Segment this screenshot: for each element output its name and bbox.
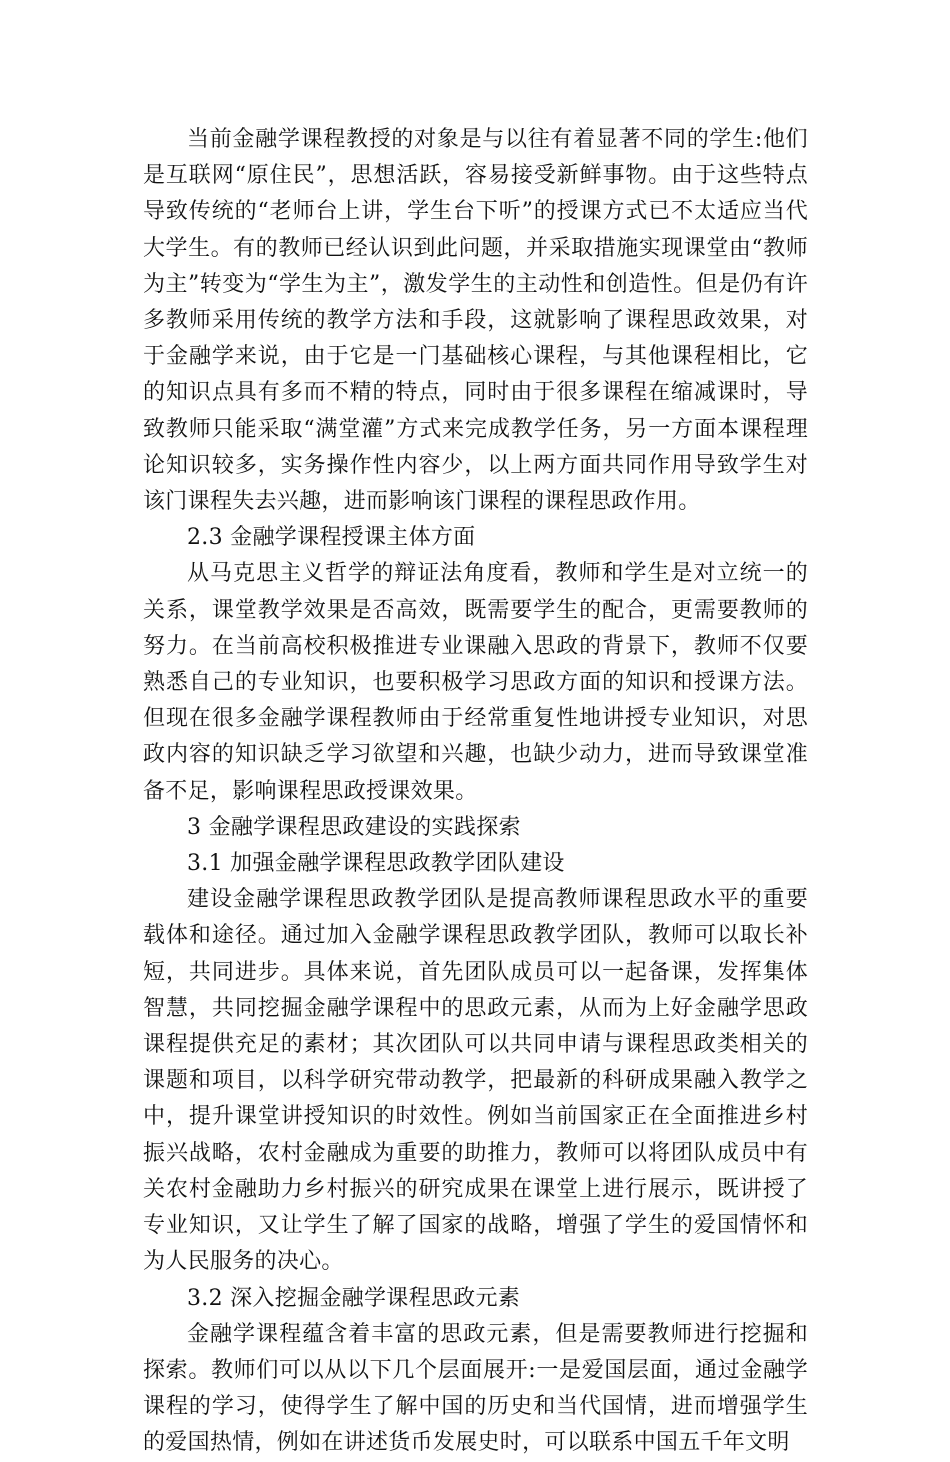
paragraph-teaching-team: 建设金融学课程思政教学团队是提高教师课程思政水平的重要载体和途径。通过加入金融学课程思政教学团队，教师可以取长补短，共同进步。具体来说，首先团队成员可以一起备课，发挥集体智慧，共同挖掘金融学课程中的思政元素，从而为上好金融学思政课程提供充足的素材；其次团队可以共同申请与课程思政类相关的课题和项目，以科学研究带动教学，把最新的科研成果融入教学之中，提升课堂讲授知识的时效性。例如当前国家正在全面推进乡村振兴战略，农村金融成为重要的助推力，教师可以将团队成员中有关农村金融助力乡村振兴的研究成果在课堂上进行展示，既讲授了专业知识，又让学生了解了国家的战略，增强了学生的爱国情怀和为人民服务的决心。 — [143, 887, 808, 1275]
paragraph-student-characteristics: 当前金融学课程教授的对象是与以往有着显著不同的学生:他们是互联网“原住民”，思想活跃，容易接受新鲜事物。由于这些特点导致传统的“老师台上讲，学生台下听”的授课方式已不太适应当代大学生。有的教师已经认识到此问题，并采取措施实现课堂由“教师为主”转变为“学生为主”，激发学生的主动性和创造性。但是仍有许多教师采用传统的教学方法和手段，这就影响了课程思政效果，对于金融学来说，由于它是一门基础核心课程，与其他课程相比，它的知识点具有多而不精的特点，同时由于很多课程在缩减课时，导致教师只能采取“满堂灌”方式来完成教学任务，另一方面本课程理论知识较多，实务操作性内容少，以上两方面共同作用导致学生对该门课程失去兴趣，进而影响该门课程的课程思政作用。 — [143, 127, 808, 515]
paragraph-ideological-elements: 金融学课程蕴含着丰富的思政元素，但是需要教师进行挖掘和探索。教师们可以从以下几个层面展开:一是爱国层面，通过金融学课程的学习，使得学生了解中国的历史和当代国情，进而增强学生的爱国热情，例如在讲述货币发展史时，可以联系中国五千年文明 — [143, 1321, 808, 1456]
section-heading-3-2: 3.2 深入挖掘金融学课程思政元素 — [187, 1285, 521, 1311]
section-heading-2-3: 2.3 金融学课程授课主体方面 — [187, 525, 476, 551]
paragraph-teaching-subject: 从马克思主义哲学的辩证法角度看，教师和学生是对立统一的关系，课堂教学效果是否高效，既需要学生的配合，更需要教师的努力。在当前高校积极推进专业课融入思政的背景下，教师不仅要熟悉自己的专业知识，也要积极学习思政方面的知识和授课方法。但现在很多金融学课程教师由于经常重复性地讲授专业知识，对思政内容的知识缺乏学习欲望和兴趣，也缺少动力，进而导致课堂准备不足，影响课程思政授课效果。 — [143, 561, 808, 804]
document-body — [143, 122, 808, 1462]
section-heading-3-1: 3.1 加强金融学课程思政教学团队建设 — [187, 851, 565, 877]
section-heading-3: 3 金融学课程思政建设的实践探索 — [187, 814, 521, 840]
